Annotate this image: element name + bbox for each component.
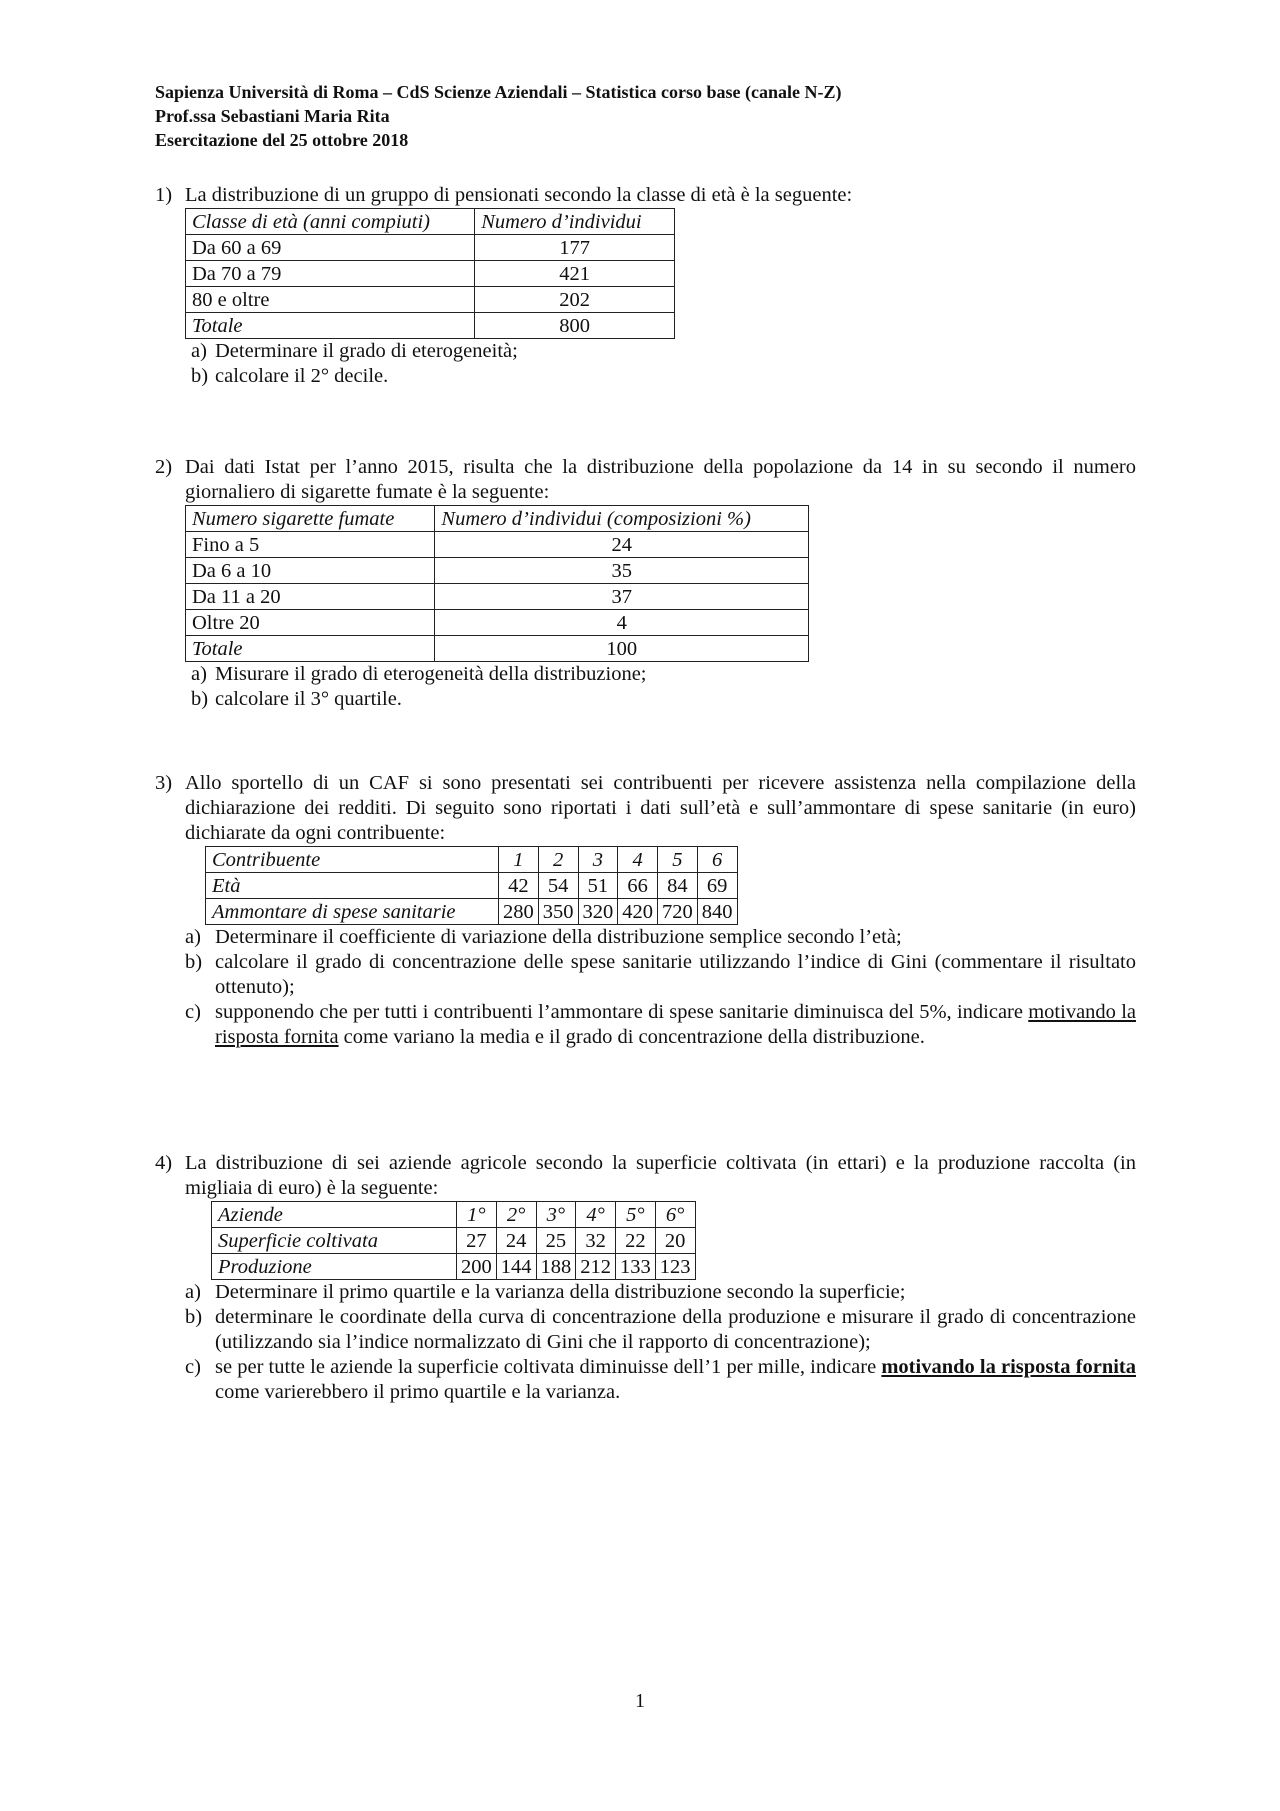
table-cell: 32: [576, 1228, 616, 1254]
table-cell: 1: [499, 847, 539, 873]
sub-text: Determinare il primo quartile e la varianza della distribuzione secondo la superficie;: [215, 1281, 906, 1303]
table-cell: 123: [655, 1254, 695, 1280]
exercise-number: 2): [155, 456, 173, 478]
exercise-text: La distribuzione di sei aziende agricole secondo la superficie coltivata (in ettari) e la produzione raccolta (in migliaia di euro) è la seguente:: [185, 1152, 1136, 1199]
sub-text: calcolare il 2° decile.: [215, 365, 389, 387]
sub-question-c: [185, 1000, 1136, 1050]
table-cell: 5°: [616, 1202, 656, 1228]
table-cell: Aziende: [212, 1202, 457, 1228]
exercise-number: 4): [155, 1152, 173, 1174]
sub-text: calcolare il 3° quartile.: [215, 688, 402, 710]
table-cell: 177: [475, 235, 675, 261]
table-cell: 144: [496, 1254, 536, 1280]
sub-question-b: [191, 687, 1136, 712]
table-row: [186, 610, 809, 636]
sub-question-b: [185, 1305, 1136, 1355]
table-cell: 22: [616, 1228, 656, 1254]
table-cell: 6°: [655, 1202, 695, 1228]
table-header: Numero d’individui (composizioni %): [435, 506, 809, 532]
table-cell: Da 11 a 20: [186, 584, 435, 610]
sub-label: b): [185, 1306, 203, 1328]
header-professor: Prof.ssa Sebastiani Maria Rita: [155, 106, 390, 126]
table-row: [212, 1202, 696, 1228]
table-cell: Totale: [186, 313, 475, 339]
sub-text: determinare le coordinate della curva di concentrazione della produzione e misurare il grado di concentrazione (utilizzando sia l’indice normalizzato di Gini che il rapporto di concentrazione);: [215, 1306, 1136, 1353]
table-row: [186, 235, 675, 261]
sub-question-a: [191, 662, 1136, 687]
page-number: 1: [635, 1690, 645, 1712]
table-cell: 20: [655, 1228, 695, 1254]
table-header: Numero d’individui: [475, 209, 675, 235]
table-cell: 840: [697, 899, 737, 925]
sub-text: Determinare il grado di eterogeneità;: [215, 340, 518, 362]
sub-text: calcolare il grado di concentrazione delle spese sanitarie utilizzando l’indice di Gini (commentare il risultato ottenuto);: [215, 951, 1136, 998]
header-date: Esercitazione del 25 ottobre 2018: [155, 130, 409, 150]
underlined-text: motivando la risposta fornita: [215, 1001, 1136, 1048]
sub-question-c: [185, 1355, 1136, 1405]
document-header: [155, 80, 841, 152]
table-cell: 2°: [496, 1202, 536, 1228]
sub-text: Misurare il grado di eterogeneità della distribuzione;: [215, 663, 647, 685]
sub-question-a: [185, 925, 1136, 950]
table-cell: 1°: [457, 1202, 497, 1228]
table-cell: 80 e oltre: [186, 287, 475, 313]
table-cell: Contribuente: [206, 847, 499, 873]
table-header: Numero sigarette fumate: [186, 506, 435, 532]
sub-text: [215, 1355, 1136, 1405]
table-cell: 3: [578, 847, 618, 873]
sub-label: b): [191, 688, 209, 710]
table-cell: 66: [618, 873, 658, 899]
farms-table: [211, 1201, 696, 1280]
exercise-number: 3): [155, 772, 173, 794]
sub-label: a): [185, 926, 201, 948]
table-cell: 202: [475, 287, 675, 313]
sub-label: b): [191, 365, 209, 387]
header-university: Sapienza Università di Roma – CdS Scienze Aziendali – Statistica corso base (canale N-Z): [155, 82, 842, 102]
sub-question-a: [185, 1280, 1136, 1305]
table-cell: 350: [538, 899, 578, 925]
age-class-table: [185, 208, 675, 339]
table-cell: 3°: [536, 1202, 576, 1228]
table-cell: 421: [475, 261, 675, 287]
sub-text: Determinare il coefficiente di variazione della distribuzione semplice secondo l’età;: [215, 926, 902, 948]
sub-question-b: [185, 950, 1136, 1000]
table-cell: 69: [697, 873, 737, 899]
table-cell: 6: [697, 847, 737, 873]
exercise-1: [155, 183, 1136, 389]
table-cell: 212: [576, 1254, 616, 1280]
sub-text-part: supponendo che per tutti i contribuenti l’ammontare di spese sanitarie diminuisca del 5%, indicare: [215, 1001, 1029, 1023]
table-cell: 200: [457, 1254, 497, 1280]
sub-label: c): [185, 1001, 201, 1023]
table-row: [212, 1254, 696, 1280]
table-row: [186, 287, 675, 313]
table-cell: 420: [618, 899, 658, 925]
table-cell: 4: [618, 847, 658, 873]
table-cell: 54: [538, 873, 578, 899]
exercise-3: [155, 771, 1136, 1050]
table-cell: 27: [457, 1228, 497, 1254]
taxpayer-table: [205, 846, 738, 925]
table-cell: 133: [616, 1254, 656, 1280]
sub-text: [215, 1000, 1136, 1050]
exercise-text: Dai dati Istat per l’anno 2015, risulta che la distribuzione della popolazione da 14 in su secondo il numero giornaliero di sigarette fumate è la seguente:: [185, 456, 1136, 503]
table-cell: 37: [435, 584, 809, 610]
sub-text-part: se per tutte le aziende la superficie coltivata diminuisse dell’1 per mille, indicare: [215, 1356, 882, 1378]
sub-question-a: [191, 339, 1136, 364]
table-row: [186, 558, 809, 584]
sub-label: a): [191, 340, 207, 362]
table-cell: Da 6 a 10: [186, 558, 435, 584]
table-cell: Fino a 5: [186, 532, 435, 558]
sub-text-part: come variano la media e il grado di concentrazione della distribuzione.: [338, 1026, 925, 1048]
table-row: [186, 261, 675, 287]
table-cell: Ammontare di spese sanitarie: [206, 899, 499, 925]
table-cell: Superficie coltivata: [212, 1228, 457, 1254]
table-cell: Età: [206, 873, 499, 899]
table-row: [206, 847, 738, 873]
table-cell: 720: [658, 899, 698, 925]
table-row: [186, 532, 809, 558]
table-row: [206, 899, 738, 925]
table-cell: 280: [499, 899, 539, 925]
table-cell: 51: [578, 873, 618, 899]
exercise-text: La distribuzione di un gruppo di pensionati secondo la classe di età è la seguente:: [185, 184, 853, 206]
sub-text-part: come varierebbero il primo quartile e la varianza.: [215, 1381, 621, 1403]
table-row: [186, 584, 809, 610]
table-cell: Oltre 20: [186, 610, 435, 636]
table-row: [186, 313, 675, 339]
exercise-4: [155, 1151, 1136, 1405]
table-row: [186, 636, 809, 662]
table-cell: Produzione: [212, 1254, 457, 1280]
table-cell: 188: [536, 1254, 576, 1280]
table-cell: 25: [536, 1228, 576, 1254]
table-cell: Da 70 a 79: [186, 261, 475, 287]
exercise-number: 1): [155, 184, 173, 206]
table-cell: 2: [538, 847, 578, 873]
table-cell: Totale: [186, 636, 435, 662]
table-cell: 24: [496, 1228, 536, 1254]
table-cell: 24: [435, 532, 809, 558]
sub-label: a): [191, 663, 207, 685]
bold-underlined-text: motivando la risposta fornita: [881, 1356, 1136, 1378]
table-cell: 84: [658, 873, 698, 899]
cigarette-table: [185, 505, 809, 662]
sub-question-b: [191, 364, 1136, 389]
table-header: Classe di età (anni compiuti): [186, 209, 475, 235]
table-cell: 4: [435, 610, 809, 636]
table-cell: 42: [499, 873, 539, 899]
table-cell: 4°: [576, 1202, 616, 1228]
sub-label: a): [185, 1281, 201, 1303]
table-row: [206, 873, 738, 899]
table-cell: 800: [475, 313, 675, 339]
table-cell: Da 60 a 69: [186, 235, 475, 261]
table-cell: 320: [578, 899, 618, 925]
table-cell: 100: [435, 636, 809, 662]
sub-label: c): [185, 1356, 201, 1378]
table-cell: 5: [658, 847, 698, 873]
exercise-text: Allo sportello di un CAF si sono presentati sei contribuenti per ricevere assistenza nella compilazione della dichiarazione dei redditi. Di seguito sono riportati i dati sull’età e sull’ammontare di spese sanitarie (in euro) dichiarate da ogni contribuente:: [185, 772, 1136, 844]
exercise-2: [155, 455, 1136, 712]
table-cell: 35: [435, 558, 809, 584]
table-row: [212, 1228, 696, 1254]
sub-label: b): [185, 951, 203, 973]
